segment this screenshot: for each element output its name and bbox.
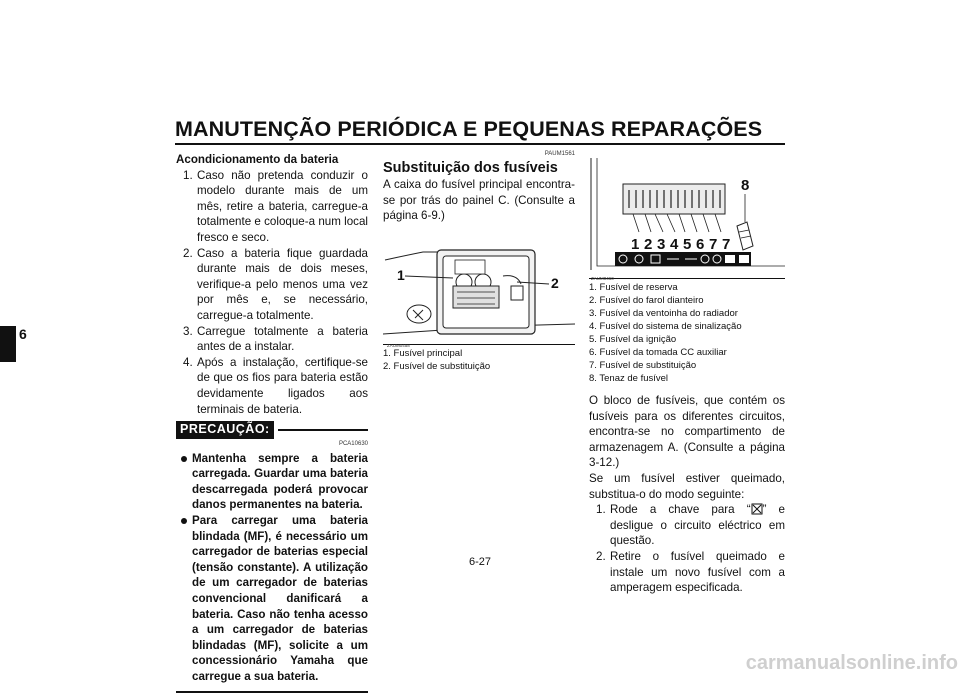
callout-number: 8 [741, 177, 750, 194]
caution-text: Para carregar uma bateria blindada (MF), é necessário um carregador de baterias especial (tensão constante). A utilização de um carregador de baterias convencional danificará a bateria. Caso não tenha acesso a um carregador de baterias blindadas (MF), solicite a um concessionário Yamaha que carregue a sua bateria. [192, 514, 368, 683]
bullet-dot-icon [181, 456, 187, 462]
step-text: Caso não pretenda conduzir o modelo durante mais de um mês, retire a bateria, carregue-a totalmente e coloque-a num local fresco e seco. [197, 168, 368, 244]
section-intro: A caixa do fusível principal encontra-se por trás do painel C. (Consulte a página 6-9.) [383, 178, 575, 223]
caption-item: 8. Tenaz de fusível [589, 373, 669, 384]
section-title: Substituição dos fusíveis [383, 160, 558, 176]
caution-text: Mantenha sempre a bateria carregada. Guardar uma bateria descarregada poderá provocar danos permanentes na bateria. [192, 451, 368, 512]
list-item [589, 549, 785, 596]
caption-item: 1. Fusível principal [383, 347, 463, 359]
section-code: PAUM1561 [544, 151, 575, 157]
list-item [176, 451, 368, 513]
figure-id: ZAUM0460 [591, 276, 614, 281]
caution-end-rule [176, 691, 368, 693]
caution-code: PCA10630 [338, 440, 368, 447]
caution-header [176, 421, 368, 439]
caption-item: 5. Fusível da ignição [589, 334, 677, 345]
list-item [176, 168, 368, 246]
chapter-tab-number: 6 [19, 326, 27, 342]
caption-item: 3. Fusível da ventoinha do radiador [589, 308, 738, 319]
main-fuse-figure [383, 230, 575, 348]
caption-item: 7. Fusível de substituição [589, 360, 697, 371]
column-fuse-replacement [383, 150, 575, 373]
callout-number: 6 [696, 236, 705, 253]
page-number: 6-27 [468, 556, 492, 568]
fuse-block-illustration [589, 150, 785, 278]
step-number: 1. [596, 503, 606, 517]
battery-storage-heading: Acondicionamento da bateria [176, 153, 339, 166]
column-fuse-block [589, 150, 785, 596]
step-text: Carregue totalmente a bateria antes de a instalar. [197, 324, 368, 354]
caution-label: PRECAUÇÃO: [176, 421, 274, 439]
step-text: Caso a bateria fique guardada durante mais de dois meses, verifique-a pelo menos uma vez por mês e, se necessário, carregue-a totalmente. [197, 246, 368, 322]
chapter-tab-marker [0, 326, 16, 362]
step-number: 3. [183, 324, 193, 338]
callout-number: 7 [709, 236, 718, 253]
bullet-dot-icon [181, 518, 187, 524]
callout-number: 2 [551, 274, 559, 291]
caption-item: 1. Fusível de reserva [589, 282, 678, 293]
step-text: Após a instalação, certifique-se de que os fios para bateria estão devidamente ligados aos terminais de bateria. [197, 355, 368, 416]
step-number: 4. [183, 355, 193, 369]
caution-bullets [176, 451, 368, 685]
caption-item: 2. Fusível de substituição [383, 360, 491, 372]
list-item [176, 324, 368, 355]
list-item [176, 355, 368, 417]
caption-item: 4. Fusível do sistema de sinalização [589, 321, 742, 332]
callout-number: 2 [644, 236, 653, 253]
list-item [589, 502, 785, 549]
battery-storage-steps [176, 168, 368, 418]
caption-item: 2. Fusível do farol dianteiro [589, 295, 704, 306]
callout-number: 5 [683, 236, 692, 253]
step-number: 1. [183, 168, 193, 182]
page-title: MANUTENÇÃO PERIÓDICA E PEQUENAS REPARAÇÕES [175, 117, 763, 141]
main-fuse-box-illustration [383, 230, 575, 344]
callout-number: 4 [670, 236, 679, 253]
key-off-icon [751, 503, 763, 515]
fuse-replace-steps [589, 502, 785, 596]
figure-captions [383, 347, 575, 373]
figure-captions [589, 281, 785, 385]
callout-number: 1 [397, 266, 405, 283]
step-number: 2. [183, 246, 193, 260]
callout-number: 1 [631, 236, 640, 253]
fuse-block-paragraph: O bloco de fusíveis, que contém os fusíveis para os diferentes circuitos, encontra-se no compartimento de armazenagem A. (Consulte a página 3-12.) [589, 394, 785, 470]
figure-id: ZAUM0458 [387, 342, 410, 348]
column-battery-storage [176, 152, 368, 693]
header-rule [175, 143, 785, 145]
caution-rule [278, 429, 368, 431]
watermark: carmanualsonline.info [745, 652, 958, 674]
callout-number: 7 [722, 236, 731, 253]
caption-rule [589, 278, 785, 279]
caption-item: 6. Fusível da tomada CC auxiliar [589, 347, 727, 358]
callout-number: 3 [657, 236, 666, 253]
list-item [176, 246, 368, 324]
step-text-post: ” e desligue o circuito eléctrico em questão. [610, 503, 785, 548]
fuse-replace-paragraph: Se um fusível estiver queimado, substitua-o do modo seguinte: [589, 471, 785, 501]
list-item [176, 513, 368, 685]
step-text-pre: Rode a chave para “ [610, 503, 751, 517]
step-number: 2. [596, 549, 606, 563]
step-text: Retire o fusível queimado e instale um novo fusível com a amperagem especificada. [610, 549, 785, 595]
fuse-block-figure [589, 150, 785, 281]
